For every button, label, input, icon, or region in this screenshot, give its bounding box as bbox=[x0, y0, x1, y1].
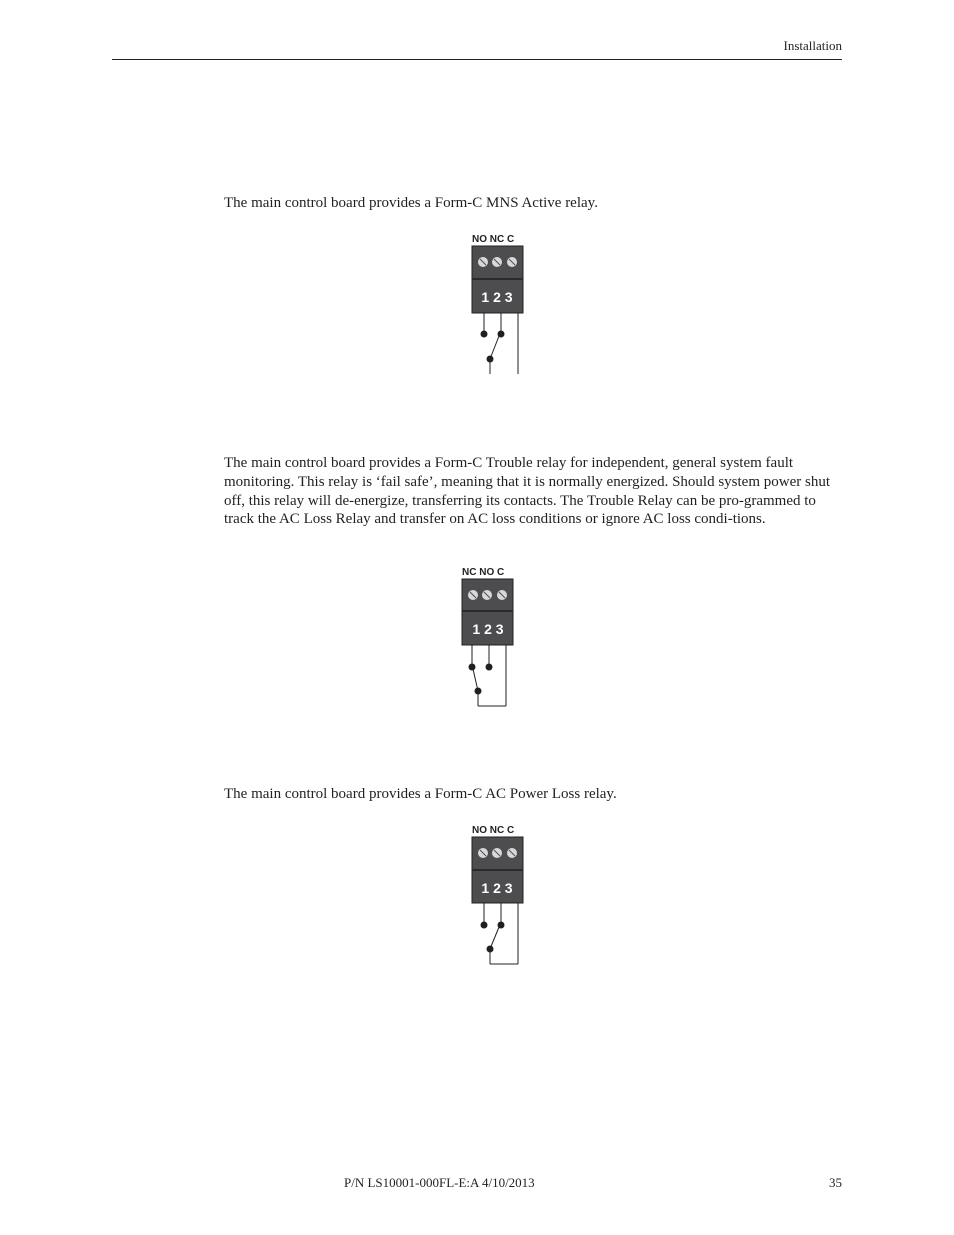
terminal-labels: NO NC C bbox=[472, 234, 515, 245]
ac-power-loss-relay-description: The main control board provides a Form-C AC Power Loss relay. bbox=[224, 786, 617, 802]
mns-relay-terminal-diagram bbox=[466, 228, 536, 378]
header-section-title: Installation bbox=[783, 38, 842, 53]
ac-power-loss-relay-terminal-diagram bbox=[466, 819, 536, 969]
mns-relay-description: The main control board provides a Form-C MNS Active relay. bbox=[224, 195, 598, 211]
footer-part-number: P/N LS10001-000FL-E:A 4/10/2013 bbox=[344, 1175, 535, 1190]
footer-page-number: 35 bbox=[829, 1175, 842, 1190]
pin-numbers: 1 2 3 bbox=[481, 289, 513, 305]
terminal-labels: NO NC C bbox=[472, 825, 515, 836]
pin-numbers: 1 2 3 bbox=[472, 621, 504, 637]
header-rule bbox=[112, 59, 842, 60]
relay-switch-arm bbox=[490, 336, 499, 359]
trouble-relay-description: The main control board provides a Form-C Trouble relay for independent, general system fault monitoring. This relay is ‘fail safe’, meaning that it is normally energized. Should system power shut off, this relay will de-energize, transferring its contacts. The Trouble Relay can be pro-grammed to track the AC Loss Relay and transfer on AC loss conditions or ignore AC loss condi-tions. bbox=[224, 455, 830, 528]
relay-switch-arm bbox=[473, 669, 478, 691]
relay-switch-arm bbox=[490, 927, 499, 949]
trouble-relay-terminal-diagram bbox=[456, 561, 526, 711]
terminal-labels: NC NO C bbox=[462, 567, 505, 578]
pin-numbers: 1 2 3 bbox=[481, 880, 513, 896]
